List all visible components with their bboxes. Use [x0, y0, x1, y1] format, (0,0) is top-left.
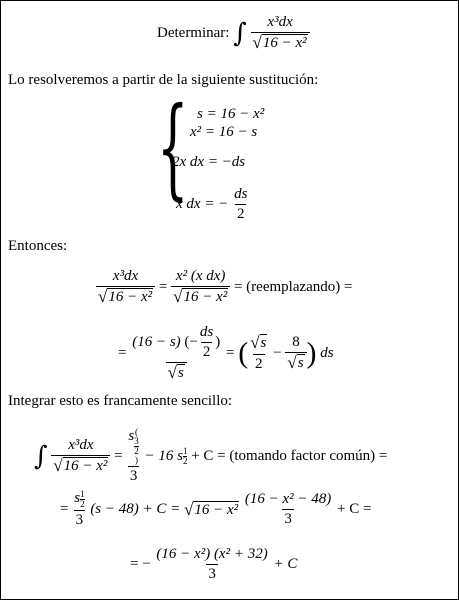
eq4-f-exp-den: 2	[80, 499, 85, 509]
eq4-mid: (s − 48) + C =	[90, 501, 181, 517]
eq3-f-base: s	[128, 428, 135, 444]
title-numerator: x³dx	[267, 14, 293, 30]
title-radicand: 16 − x²	[262, 35, 307, 51]
system-line-4-left: x dx = −	[176, 196, 229, 212]
eq1-tail: = (reemplazando) =	[233, 279, 353, 295]
eq4-frac-num: (16 − x² − 48)	[244, 491, 332, 507]
eq3-f-exp-num: 3	[134, 436, 139, 446]
system-line-4-num: ds	[234, 186, 248, 202]
eq2-p2-den: s	[297, 355, 304, 371]
eq3-tail: + C = (tomando factor común) =	[191, 448, 388, 464]
eq3-f-exp-den: 2	[134, 446, 139, 456]
eq3-mid-exp-den: 2	[182, 455, 188, 466]
eq4-f-base: s	[74, 490, 81, 506]
equation-4: = s $\frac{1}{2}$ 3 (s − 48) + C = √ 16 − x² $\frac{\text{(16 − x² − 48)}}{3}$ + C =	[60, 489, 372, 528]
eq4-f-exponent	[80, 490, 85, 509]
eq3-i-den: 16 − x²	[63, 458, 108, 474]
eq4-first-fraction	[72, 490, 86, 529]
system-line-4-fraction	[232, 186, 249, 223]
title-denominator: √ 16 − x²	[251, 32, 310, 53]
eq5-den: 3	[208, 566, 216, 582]
eq3-first-term	[126, 428, 140, 485]
eq1-a-num: x³dx	[112, 268, 139, 284]
eq1-fraction-a: x³dx √ 16 − x²	[96, 268, 155, 307]
eq3-mid: − 16 s	[144, 448, 183, 464]
eq2-part-2: 8 √ s	[285, 334, 306, 373]
eq2-main-den: s	[177, 365, 184, 381]
eq5-tail: + C	[273, 556, 298, 572]
integrate-text: Integrar esto es francamente sencillo:	[8, 393, 233, 409]
eq1-fraction-b: x² (x dx) √ 16 − x²	[171, 268, 230, 307]
eq3-mid-exp-num: 1	[182, 445, 188, 456]
system-line-2: x² = 16 − s	[190, 124, 258, 140]
eq2-main-fraction: (16 − s) (− $\frac{ds}{2}$ ) √ s	[132, 324, 221, 382]
equation-5	[130, 546, 297, 583]
intro-text: Lo resolveremos a partir de la siguiente sustitución:	[8, 72, 319, 88]
eq2-main-numerator: (16 − s) (− $\frac{ds}{2}$ )	[132, 324, 221, 360]
problem-statement	[157, 14, 310, 53]
eq5-lead: = −	[130, 556, 151, 572]
eq3-mid-exponent	[183, 447, 188, 466]
eq3-f-den: 3	[129, 468, 138, 484]
title-fraction	[251, 14, 310, 53]
eq2-num-inner-fraction	[198, 324, 215, 361]
eq4-second-fraction	[243, 491, 333, 528]
eq3-integral-sign: ∫	[34, 441, 48, 472]
system-line-3: 2x dx = −ds	[172, 154, 246, 170]
equation-2: = (16 − s) (− $\frac{ds}{2}$ ) √ s = ( √ s 2 − 8 √ s ) ds	[118, 324, 334, 382]
eq2-part-1: √ s 2	[250, 333, 267, 372]
eq4-f-exp-num: 1	[80, 489, 85, 499]
eq1-b-den: 16 − x²	[183, 289, 228, 305]
system-brace: {	[157, 83, 189, 211]
eq4-f-den: 3	[75, 512, 84, 528]
eq2-tail: ds	[320, 345, 334, 361]
eq4-tail: + C =	[337, 501, 372, 517]
entonces-text: Entonces:	[8, 238, 68, 254]
eq3-integrand: x³dx √ 16 − x²	[51, 437, 110, 476]
title-label: Determinar:	[157, 25, 230, 41]
eq2-p2-num: 8	[292, 334, 300, 350]
eq2-inner-num: ds	[199, 324, 214, 340]
eq2-p1-den: 2	[255, 356, 263, 372]
eq3-f-exponent: ( 3 2 )	[134, 427, 139, 465]
eq1-b-num: x² (x dx)	[175, 268, 226, 284]
eq5-num: (16 − x²) (x² + 32)	[156, 546, 268, 562]
system-line-1: s = 16 − x²	[197, 106, 265, 122]
eq2-num-left: (16 − s)	[132, 334, 181, 350]
equation-1: x³dx √ 16 − x² = x² (x dx) √ 16 − x² = (reemplazando) =	[98, 268, 353, 306]
eq1-a-den: 16 − x²	[108, 289, 153, 305]
integral-sign: ∫	[233, 18, 247, 49]
eq2-p1-num: s	[260, 335, 267, 351]
equation-3: ∫ x³dx √ 16 − x² = s( 3 2 ) 3 − 16 s $\frac{1}{2}$ + C = (tomando factor común) =	[34, 427, 388, 484]
eq4-frac-den: 3	[284, 511, 292, 527]
eq5-fraction	[154, 546, 269, 583]
eq4-root: 16 − x²	[194, 501, 239, 518]
eq3-i-num: x³dx	[68, 437, 94, 453]
system-line-4-den: 2	[236, 206, 245, 222]
eq2-inner-den: 2	[202, 344, 211, 360]
system-line-4	[176, 186, 249, 223]
